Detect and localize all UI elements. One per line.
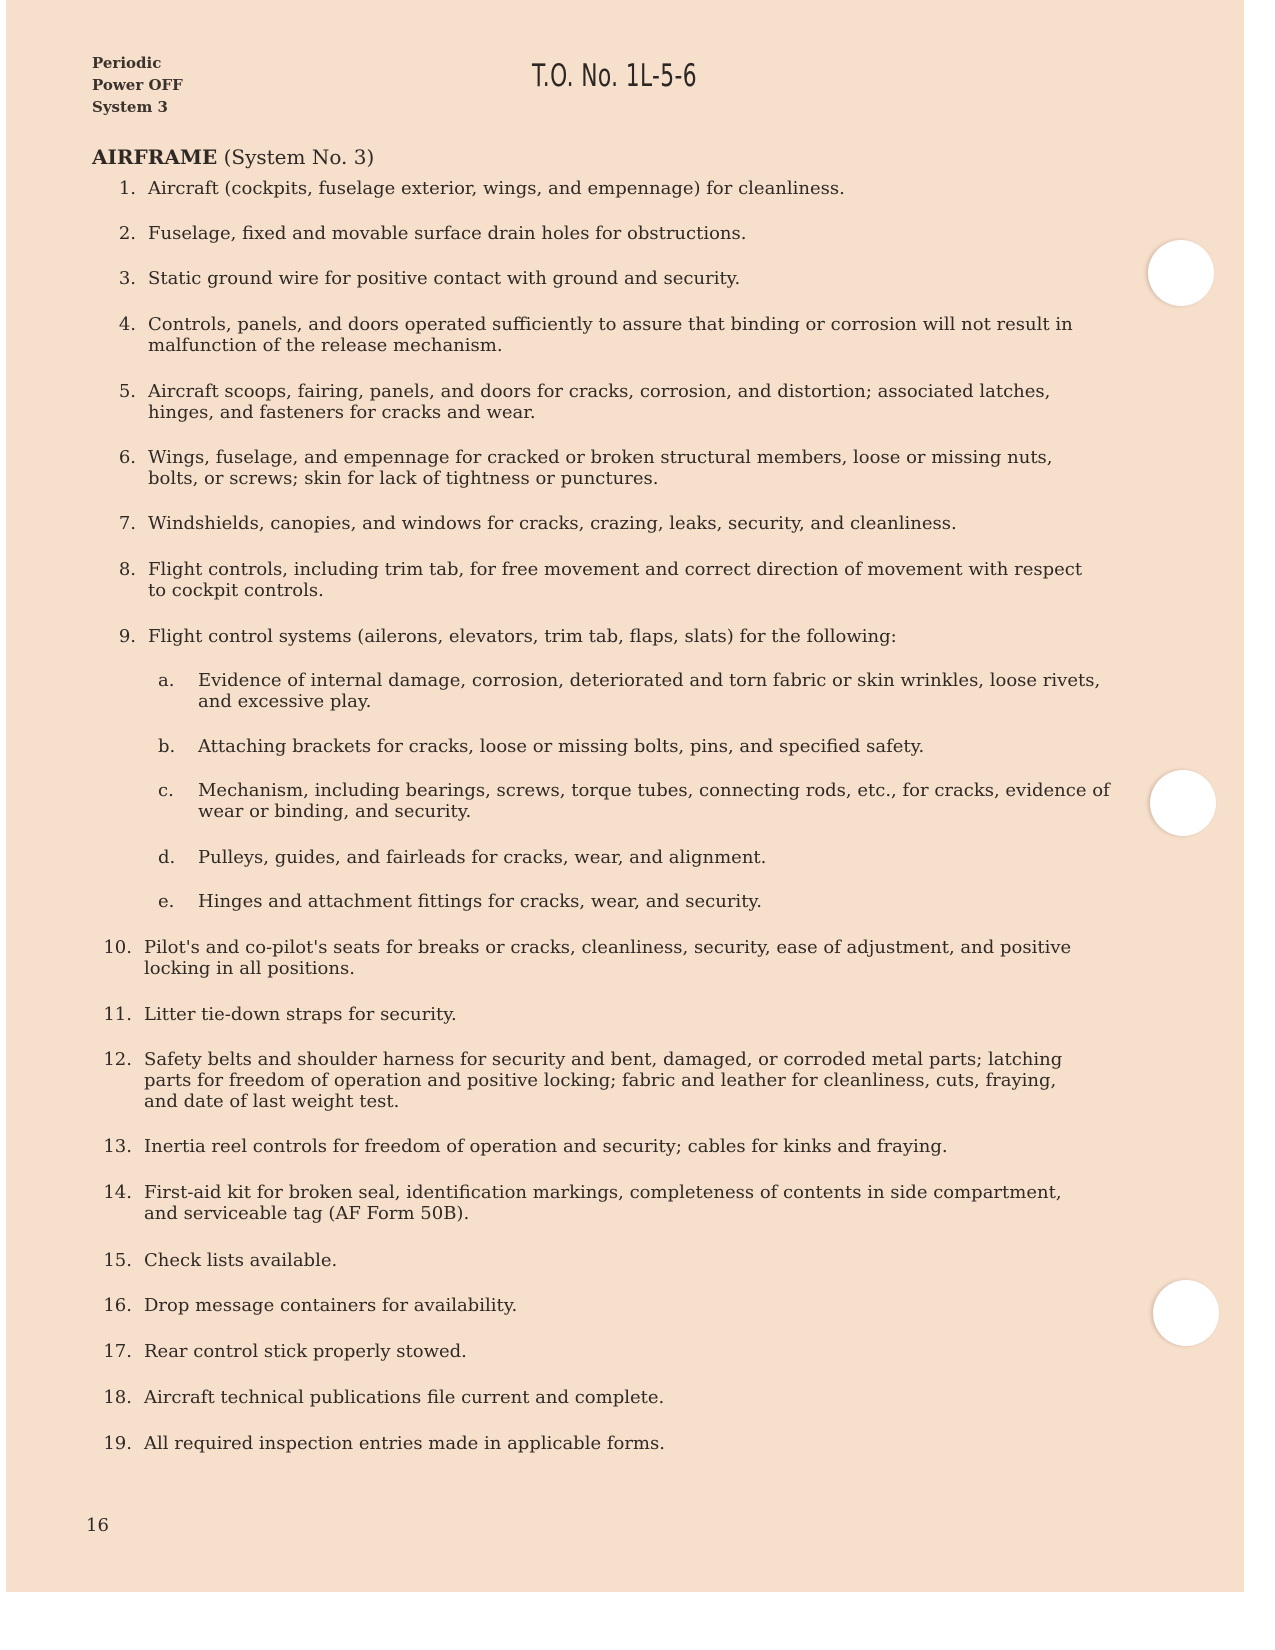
item-text: Fuselage, fixed and movable surface drain holes for obstructions. bbox=[148, 223, 747, 244]
item-number: 19. bbox=[103, 1433, 132, 1454]
item-text: Static ground wire for positive contact with ground and security. bbox=[148, 268, 741, 289]
item-number: 17. bbox=[103, 1341, 132, 1362]
section-title-bold: AIRFRAME bbox=[92, 145, 218, 169]
item-number: 8. bbox=[118, 559, 136, 580]
item-text: First-aid kit for broken seal, identification markings, completeness of contents in side compartment, and serviceable tag (AF Form 50B). bbox=[144, 1182, 1062, 1224]
item-number: 3. bbox=[118, 268, 136, 289]
subitem-text: Mechanism, including bearings, screws, torque tubes, connecting rods, etc., for cracks, evidence of wear or binding, and security. bbox=[198, 780, 1110, 822]
item-text: Aircraft technical publications file current and complete. bbox=[144, 1387, 665, 1408]
item-text: Litter tie-down straps for security. bbox=[144, 1004, 457, 1025]
item-number: 4. bbox=[118, 314, 136, 335]
item-number: 15. bbox=[103, 1250, 132, 1271]
item-text: Pilot's and co-pilot's seats for breaks or cracks, cleanliness, security, ease of adjustment, and positive locking in all positions. bbox=[144, 937, 1072, 979]
item-number: 14. bbox=[103, 1182, 132, 1203]
subitem-text: Pulleys, guides, and fairleads for cracks, wear, and alignment. bbox=[198, 847, 767, 868]
item-number: 11. bbox=[103, 1004, 132, 1025]
item-number: 5. bbox=[118, 381, 136, 402]
subitem-letter: b. bbox=[158, 736, 176, 757]
item-text: Windshields, canopies, and windows for cracks, crazing, leaks, security, and cleanliness. bbox=[148, 513, 957, 534]
subitem-letter: a. bbox=[158, 670, 175, 691]
item-text: Controls, panels, and doors operated sufficiently to assure that binding or corrosion will not result in malfunction of the release mechanism. bbox=[148, 314, 1073, 356]
scan-margin-right bbox=[1244, 0, 1275, 1650]
binder-hole bbox=[1148, 240, 1214, 306]
subitem-letter: e. bbox=[158, 891, 175, 912]
header-classification bbox=[92, 52, 183, 118]
document-page bbox=[6, 0, 1244, 1592]
header-line-system: System 3 bbox=[92, 98, 168, 116]
item-number: 9. bbox=[118, 626, 136, 647]
item-text: Aircraft scoops, fairing, panels, and doors for cracks, corrosion, and distortion; associated latches, hinges, and fasteners for cracks and wear. bbox=[148, 381, 1051, 423]
page-number: 16 bbox=[86, 1515, 109, 1536]
item-number: 13. bbox=[103, 1136, 132, 1157]
item-number: 2. bbox=[118, 223, 136, 244]
item-number: 16. bbox=[103, 1295, 132, 1316]
item-number: 6. bbox=[118, 447, 136, 468]
subitem-text: Attaching brackets for cracks, loose or missing bolts, pins, and specified safety. bbox=[198, 736, 925, 757]
item-text: Wings, fuselage, and empennage for cracked or broken structural members, loose or missing nuts, bolts, or screws; skin for lack of tightness or punctures. bbox=[148, 447, 1053, 489]
item-number: 1. bbox=[118, 178, 136, 199]
binder-hole bbox=[1150, 770, 1216, 836]
subitem-text: Evidence of internal damage, corrosion, deteriorated and torn fabric or skin wrinkles, loose rivets, and excessive play. bbox=[198, 670, 1101, 712]
item-text: Rear control stick properly stowed. bbox=[144, 1341, 467, 1362]
header-line-periodic: Periodic bbox=[92, 54, 162, 72]
header-line-power: Power OFF bbox=[92, 76, 183, 94]
item-text: Flight controls, including trim tab, for free movement and correct direction of movement with respect to cockpit controls. bbox=[148, 559, 1083, 601]
section-title-rest: (System No. 3) bbox=[217, 145, 375, 169]
subitem-text: Hinges and attachment fittings for cracks, wear, and security. bbox=[198, 891, 762, 912]
technical-order-number: T.O. No. 1L-5-6 bbox=[532, 58, 697, 94]
item-text: Drop message containers for availability. bbox=[144, 1295, 518, 1316]
item-number: 12. bbox=[103, 1049, 132, 1070]
item-number: 18. bbox=[103, 1387, 132, 1408]
subitem-letter: c. bbox=[158, 780, 174, 801]
item-number: 10. bbox=[103, 937, 132, 958]
item-text: Safety belts and shoulder harness for security and bent, damaged, or corroded metal parts; latching parts for freedom of operation and positive locking; fabric and leather for cleanliness, cuts, fraying, and date of last weight test. bbox=[144, 1049, 1063, 1112]
item-text: Inertia reel controls for freedom of operation and security; cables for kinks and fraying. bbox=[144, 1136, 948, 1157]
scan-margin-bottom bbox=[0, 1592, 1275, 1650]
item-text: Flight control systems (ailerons, elevators, trim tab, flaps, slats) for the following: bbox=[148, 626, 897, 647]
subitem-letter: d. bbox=[158, 847, 176, 868]
item-number: 7. bbox=[118, 513, 136, 534]
item-text: All required inspection entries made in applicable forms. bbox=[144, 1433, 665, 1454]
item-text: Aircraft (cockpits, fuselage exterior, wings, and empennage) for cleanliness. bbox=[148, 178, 845, 199]
item-text: Check lists available. bbox=[144, 1250, 338, 1271]
binder-hole bbox=[1153, 1280, 1219, 1346]
section-title bbox=[92, 145, 374, 169]
